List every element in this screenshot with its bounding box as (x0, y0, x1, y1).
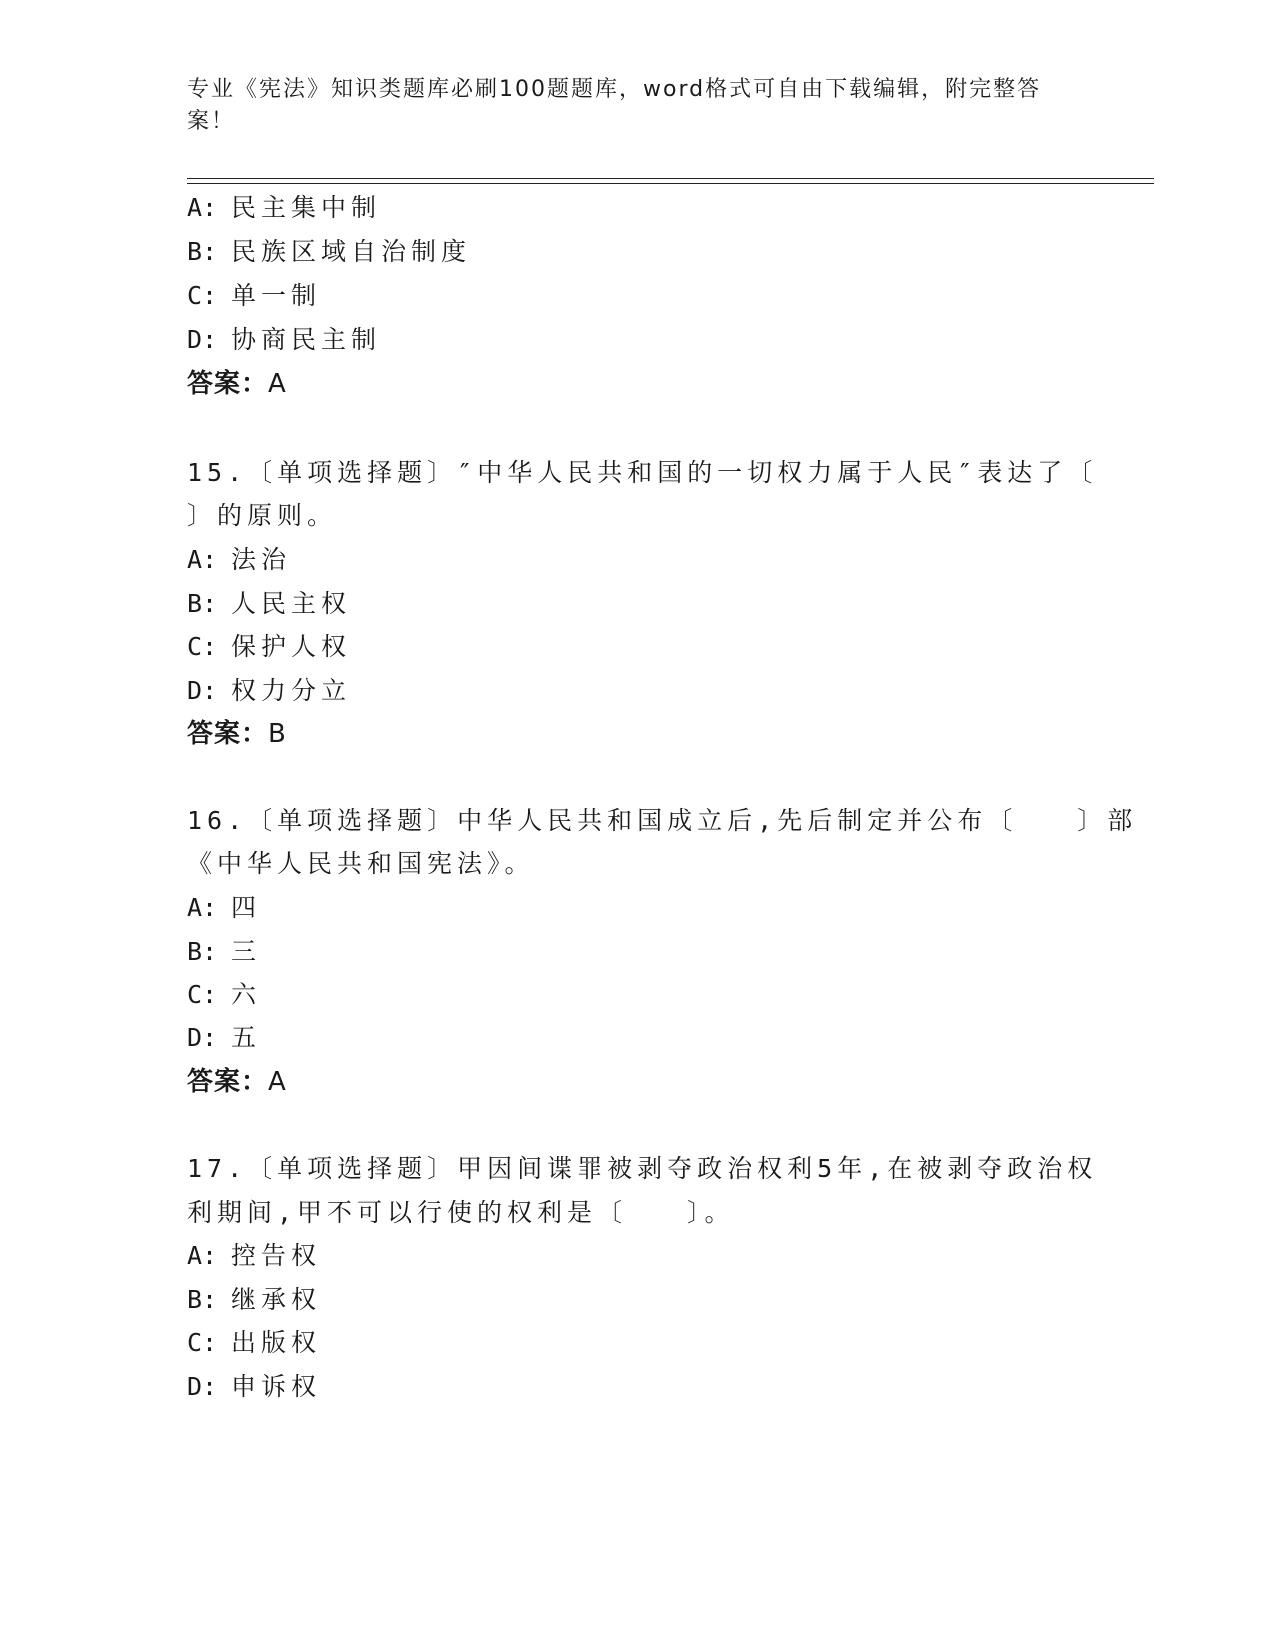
option-b: B: 民族区域自治制度 (187, 237, 472, 266)
option-a: A: 民主集中制 (187, 193, 382, 222)
document-title: 专业《宪法》知识类题库必刷100题题库，word格式可自由下载编辑，附完整答案！ (187, 77, 1042, 134)
option-a: A: 法治 (187, 545, 292, 574)
question-17-line-2: 利期间,甲不可以行使的权利是〔 〕。 (187, 1198, 735, 1227)
option-d: D: 申诉权 (187, 1372, 322, 1401)
option-d: D: 五 (187, 1023, 262, 1052)
option-c: C: 保护人权 (187, 632, 352, 661)
answer-line: 答案：A (187, 1067, 287, 1097)
question-16-line-2: 《中华人民共和国宪法》。 (187, 849, 535, 878)
option-b: B: 人民主权 (187, 589, 352, 618)
option-c: C: 单一制 (187, 281, 322, 310)
question-16-line-1: 16.〔单项选择题〕中华人民共和国成立后,先后制定并公布〔 〕部 (187, 806, 1138, 835)
answer-line: 答案：B (187, 719, 287, 749)
option-a: A: 四 (187, 893, 262, 922)
option-d: D: 权力分立 (187, 676, 352, 705)
header-divider-top (187, 178, 1154, 179)
option-c: C: 六 (187, 980, 262, 1009)
question-15-line-2: 〕的原则。 (187, 501, 338, 530)
question-15-line-1: 15.〔单项选择题〕″中华人民共和国的一切权力属于人民″表达了〔 (187, 458, 1098, 487)
option-b: B: 继承权 (187, 1285, 322, 1314)
option-d: D: 协商民主制 (187, 325, 382, 354)
option-a: A: 控告权 (187, 1241, 322, 1270)
option-b: B: 三 (187, 937, 262, 966)
header-divider-bottom (187, 183, 1154, 184)
answer-line: 答案：A (187, 369, 287, 399)
option-c: C: 出版权 (187, 1328, 322, 1357)
question-17-line-1: 17.〔单项选择题〕甲因间谍罪被剥夺政治权利5年,在被剥夺政治权 (187, 1154, 1098, 1183)
